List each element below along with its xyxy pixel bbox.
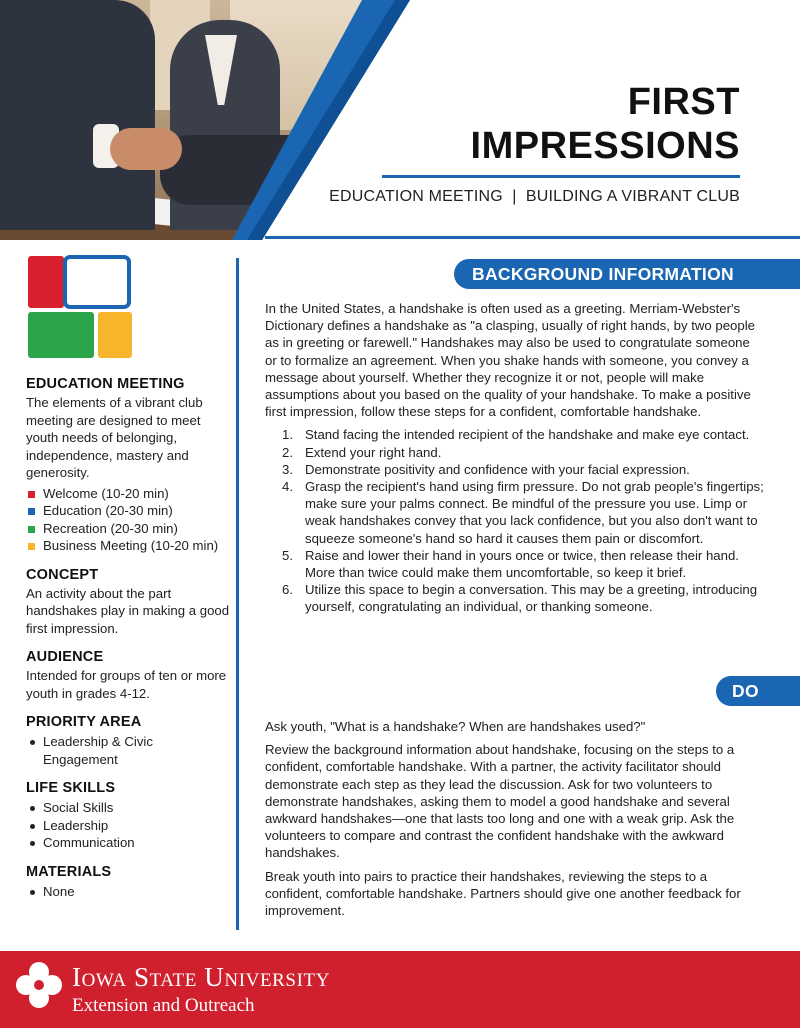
priority-area-heading: PRIORITY AREA: [26, 714, 142, 730]
list-item: 6. Utilize this space to begin a conversation. This may be a greeting, introducing yourself, congratulating an individual, or thanking someone.: [282, 582, 758, 615]
do-paragraph: Review the background information about handshake, focusing on the steps to a confident, comfortable handshake. With a partner, the activity facilitator should demonstrate each step as they lead the discussion. Ask for two volunteers to demonstrate handshakes, asking them to model a good handshake and several awkward handshakes—one that lasts too long and one with a weak grip. Ask the volunteers to compare and contrast the confident handshake with the awkward handshakes.: [265, 742, 735, 861]
business-color-square: [28, 543, 35, 550]
audience-heading: AUDIENCE: [26, 649, 104, 665]
list-item: Social Skills: [26, 799, 231, 817]
4h-clover-icon: [16, 962, 62, 1008]
list-item: Communication: [26, 834, 231, 852]
bullet-icon: [30, 841, 35, 846]
education-color-square: [28, 508, 35, 515]
do-paragraph: Ask youth, "What is a handshake? When are handshakes used?": [265, 719, 646, 734]
life-skills-list: [26, 799, 231, 852]
list-item: Recreation (20-30 min): [26, 520, 231, 538]
meeting-elements-list: [26, 485, 231, 555]
background-information-heading: BACKGROUND INFORMATION: [454, 259, 800, 289]
bullet-icon: [30, 890, 35, 895]
list-item: Education (20-30 min): [26, 502, 231, 520]
list-item: 2. Extend your right hand.: [282, 444, 442, 460]
list-item: Welcome (10-20 min): [26, 485, 231, 503]
handshake-steps-list: [265, 426, 765, 615]
do-section: [265, 718, 765, 925]
title-underline: [382, 175, 740, 178]
list-item: Business Meeting (10-20 min): [26, 537, 231, 555]
list-item: 3. Demonstrate positivity and confidence with your facial expression.: [282, 461, 690, 477]
bullet-icon: [30, 740, 35, 745]
extension-name: Extension and Outreach: [72, 995, 255, 1016]
life-skills-heading: LIFE SKILLS: [26, 780, 116, 796]
recreation-color-square: [28, 526, 35, 533]
bullet-icon: [30, 806, 35, 811]
education-meeting-heading: EDUCATION MEETING: [26, 376, 185, 392]
audience-text: Intended for groups of ten or more youth in grades 4-12.: [26, 668, 227, 701]
background-intro: In the United States, a handshake is often used as a greeting. Merriam-Webster's Dictionary defines a handshake as "a clasping, usually of right hands, by two people as in greeting or farewell." Handshakes may also be used to congratulate someone or to formalize an agreement. When you shake hands with someone, you convey a message about yourself. Whether they recognize it or not, people will make assumptions about you based on the quality of your handshake. To make a positive first impression, follow these steps for a confident, comfortable handshake.: [265, 301, 755, 420]
list-item: Leadership: [26, 817, 231, 835]
sidebar: [26, 376, 231, 900]
list-item: 1. Stand facing the intended recipient of the handshake and make eye contact.: [282, 427, 750, 443]
materials-list: [26, 883, 231, 901]
column-divider: [236, 258, 239, 930]
priority-area-list: [26, 733, 231, 768]
university-name: Iowa State University: [72, 962, 331, 992]
concept-heading: CONCEPT: [26, 566, 99, 583]
header-banner: [0, 0, 800, 240]
list-item: Leadership & Civic Engagement: [26, 733, 231, 768]
welcome-color-square: [28, 491, 35, 498]
university-wordmark: [72, 962, 330, 1018]
list-item: 5. Raise and lower their hand in yours once or twice, then release their hand. More than twice could make them uncomfortable, so keep it brief.: [282, 547, 739, 581]
materials-heading: MATERIALS: [26, 863, 112, 880]
page-subtitle: EDUCATION MEETING | BUILDING A VIBRANT CLUB: [329, 188, 740, 205]
list-item: 4. Grasp the recipient's hand using firm pressure. Do not grab people's fingertips; make sure your palms connect. Be mindful of the pressure you use. Limp or weak handshakes convey that you lack confidence, but you also don't want to squeeze someone's hand so hard it causes them pain or discomfort.: [282, 479, 764, 546]
vibrant-club-logo: [28, 256, 132, 360]
do-paragraph: Break youth into pairs to practice their handshakes, reviewing the steps to a confident, comfortable handshake. Partners should give one another feedback for improvement.: [265, 868, 741, 919]
concept-text: An activity about the part handshakes play in making a good first impression.: [26, 585, 230, 636]
page-title: FIRST IMPRESSIONS: [470, 81, 740, 167]
background-section: [265, 300, 765, 616]
header-bottom-rule: [265, 236, 800, 239]
education-meeting-text: The elements of a vibrant club meeting are designed to meet youth needs of belonging, independence, mastery and generosity.: [26, 395, 203, 480]
bullet-icon: [30, 824, 35, 829]
list-item: None: [26, 883, 231, 901]
do-heading: DO: [716, 676, 800, 706]
